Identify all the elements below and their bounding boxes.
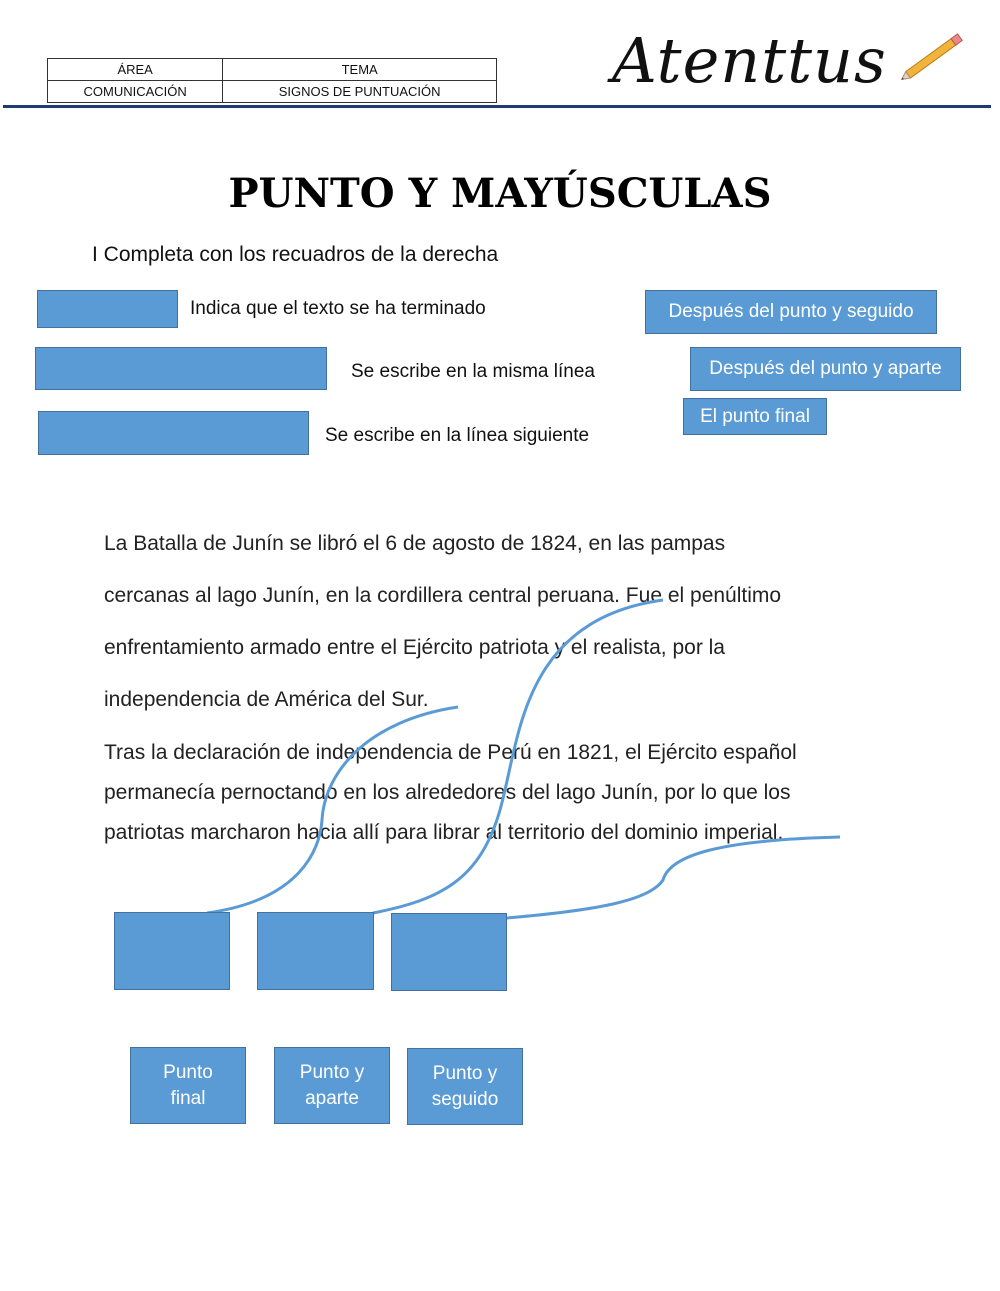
answer-tile-punto-seguido[interactable]: Punto y seguido — [407, 1048, 523, 1125]
area-label: ÁREA — [48, 59, 223, 81]
option-tile-after-punto-seguido[interactable]: Después del punto y seguido — [645, 290, 937, 334]
instruction-text: I Completa con los recuadros de la derecha — [92, 243, 499, 266]
drop-zone-2[interactable] — [35, 347, 327, 390]
drop-zone-1[interactable] — [37, 290, 178, 328]
drop-zone-3[interactable] — [38, 411, 309, 455]
page-title: PUNTO Y MAYÚSCULAS — [228, 170, 772, 217]
passage-line-2: cercanas al lago Junín, en la cordillera central peruana. Fue el penúltimo — [104, 584, 782, 607]
area-value: COMUNICACIÓN — [48, 81, 223, 103]
connector-curve-1 — [207, 707, 458, 913]
pencil-icon — [894, 26, 974, 86]
clue-text-2: Se escribe en la misma línea — [351, 361, 595, 382]
logo — [612, 18, 972, 102]
clue-text-3: Se escribe en la línea siguiente — [325, 425, 590, 446]
answer-tile-punto-aparte[interactable]: Punto y aparte — [274, 1047, 390, 1124]
answer-drop-zone-1[interactable] — [114, 912, 230, 990]
passage-line-3: enfrentamiento armado entre el Ejército patriota y el realista, por la — [104, 636, 725, 659]
header-table — [47, 58, 497, 103]
clue-text-1: Indica que el texto se ha terminado — [190, 298, 486, 319]
answer-drop-zone-2[interactable] — [257, 912, 374, 990]
passage-line-6: permanecía pernoctando en los alrededores del lago Junín, por lo que los — [104, 781, 791, 804]
connector-curve-3 — [507, 837, 840, 918]
option-tile-after-punto-aparte[interactable]: Después del punto y aparte — [690, 347, 961, 391]
answer-tile-punto-final[interactable]: Punto final — [130, 1047, 246, 1124]
passage-line-5: Tras la declaración de independencia de Perú en 1821, el Ejército español — [104, 741, 797, 764]
passage-line-7: patriotas marcharon hacia allí para librar al territorio del dominio imperial. — [104, 821, 784, 844]
passage-line-4: independencia de América del Sur. — [104, 688, 429, 711]
header-rule — [3, 105, 991, 108]
answer-drop-zone-3[interactable] — [391, 913, 507, 991]
passage-line-1: La Batalla de Junín se libró el 6 de agosto de 1824, en las pampas — [104, 532, 726, 555]
tema-label: TEMA — [223, 59, 497, 81]
option-tile-punto-final[interactable]: El punto final — [683, 398, 827, 435]
tema-value: SIGNOS DE PUNTUACIÓN — [223, 81, 497, 103]
logo-text: Atenttus — [612, 24, 887, 97]
